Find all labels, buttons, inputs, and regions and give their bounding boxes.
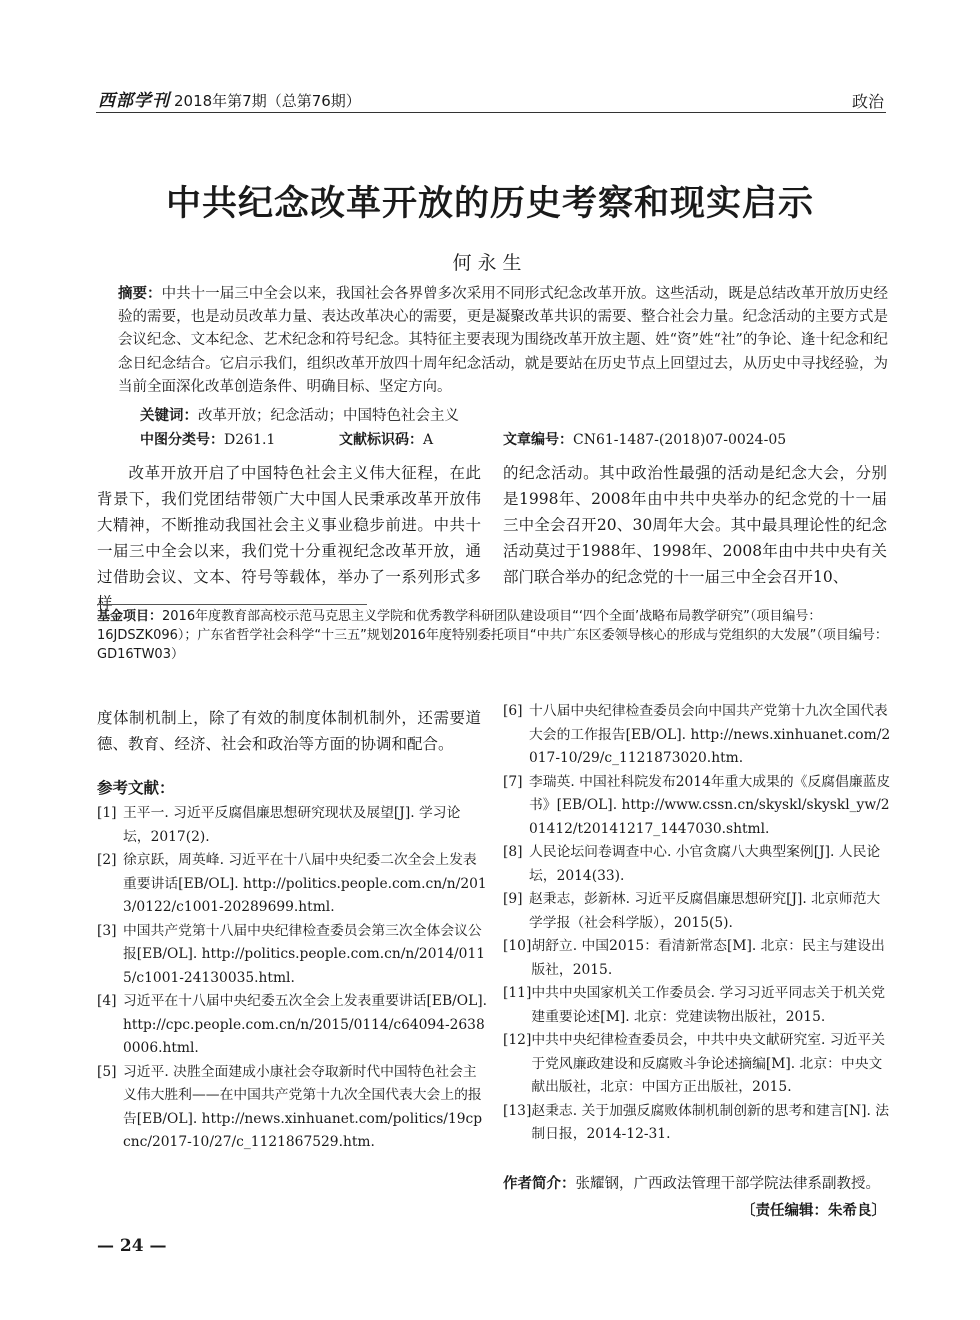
author-bio: [503, 1172, 895, 1193]
body-column-right: 的纪念活动。其中政治性最强的活动是纪念大会，分别是1998年、2008年由中共中央举办的纪念党的十一届三中全会召开20、30周年大会。其中最具理论性的纪念活动莫过于1988年、1998年、2008年由中共中央有关部门联合举办的纪念党的十一届三中全会召开10、: [503, 464, 887, 586]
reference-text: 习近平. 决胜全面建成小康社会夺取新时代中国特色社会主义伟大胜利——在中国共产党第十九次全国代表大会上的报告[EB/OL]. http://news.xinhuanet.com/politics/19cpcnc/2017-10/27/c_1121867529.htm.: [123, 1063, 483, 1150]
article-number: [503, 429, 786, 449]
reference-text: 中国共产党第十八届中央纪律检查委员会第三次全体会议公报[EB/OL]. http://politics.people.com.cn/n/2014/0115/c1001-24130035.html.: [123, 922, 486, 986]
keywords: [140, 404, 459, 425]
header-divider: [96, 112, 886, 113]
abstract: [118, 283, 888, 399]
author-name: 何永生: [452, 252, 528, 274]
reference-item: [97, 1061, 487, 1155]
funding-note: [97, 607, 892, 664]
reference-item: [503, 982, 893, 1029]
reference-text: 赵秉志，彭新林. 习近平反腐倡廉思想研究[J]. 北京师范大学学报（社会科学版），2015(5).: [529, 891, 881, 931]
funding-label: 基金项目：: [97, 609, 163, 624]
reference-number: [3]: [97, 922, 117, 939]
reference-number: [12]: [503, 1032, 532, 1048]
reference-number: [9]: [503, 891, 523, 907]
reference-text: 徐京跃，周英峰. 习近平在十八届中央纪委二次全会上发表重要讲话[EB/OL]. http://politics.people.com.cn/n/2013/0122/c1001-20289699.html.: [123, 852, 487, 915]
doc-code-label: 文献标识码：: [339, 432, 423, 448]
reference-number: [10]: [503, 938, 532, 954]
reference-item: [503, 1029, 893, 1100]
reference-item: [97, 849, 487, 920]
abstract-label: 摘要：: [118, 286, 162, 302]
article-no-value: CN61-1487-(2018)07-0024-05: [573, 432, 787, 448]
reference-number: [13]: [503, 1102, 532, 1119]
reference-number: [11]: [503, 985, 532, 1001]
reference-text: 王平一. 习近平反腐倡廉思想研究现状及展望[J]. 学习论坛，2017(2).: [123, 805, 461, 845]
references-right: [503, 700, 893, 1147]
reference-item: [503, 700, 893, 771]
author-bio-text: 张耀钢，广西政法管理干部学院法律系副教授。: [575, 1176, 880, 1192]
article-no-label: 文章编号：: [503, 432, 573, 448]
reference-text: 十八届中央纪律检查委员会向中国共产党第十九次全国代表大会的工作报告[EB/OL]. http://news.xinhuanet.com/2017-10/29/c_1121873020.htm.: [529, 703, 891, 766]
reference-text: 中共中央国家机关工作委员会. 学习习近平同志关于机关党建重要论述[M]. 北京：党建读物出版社，2015.: [531, 985, 886, 1025]
reference-number: [5]: [97, 1063, 117, 1080]
reference-item: [97, 920, 487, 991]
clc-label: 中图分类号：: [140, 432, 224, 448]
reference-text: 胡舒立. 中国2015：看清新常态[M]. 北京：民主与建设出版社，2015.: [531, 938, 885, 978]
issue-info: 2018年第7期（总第76期）: [174, 92, 361, 110]
journal-logo: 西部学刊: [98, 91, 170, 111]
clc-code: [140, 429, 275, 449]
reference-text: 习近平在十八届中央纪委五次全会上发表重要讲话[EB/OL]. http://cpc.people.com.cn/n/2015/0114/c64094-26380006.html.: [123, 993, 488, 1056]
reference-text: 李瑞英. 中国社科院发布2014年重大成果的《反腐倡廉蓝皮书》[EB/OL]. http://www.cssn.cn/skyskl/skyskl_yw/201412/t20141217_1447030.shtml.: [529, 773, 891, 837]
abstract-text: 中共十一届三中全会以来，我国社会各界曾多次采用不同形式纪念改革开放。这些活动，既是总结改革开放历史经验的需要，也是动员改革力量、表达改革决心的需要，更是凝聚改革共识的需要、整合社会力量。纪念活动的主要方式是会议纪念、文本纪念、艺术纪念和符号纪念。其特征主要表现为围绕改革开放主题、姓“资”姓“社”的争论、逢十纪念和纪念日纪念结合。它启示我们，组织改革开放四十周年纪念活动，就是要站在历史节点上回望过去，从历史中寻找经验，为当前全面深化改革创造条件、明确目标、坚定方向。: [118, 286, 889, 395]
reference-item: [503, 888, 893, 935]
reference-number: [4]: [97, 993, 117, 1009]
document-code: [339, 429, 433, 449]
author-bio-label: 作者简介：: [503, 1176, 576, 1192]
responsible-editor: 〔责任编辑：朱希良〕: [741, 1203, 886, 1219]
reference-number: [8]: [503, 844, 523, 860]
body-column-left: [97, 460, 481, 616]
references-heading: 参考文献：: [97, 779, 175, 797]
reference-number: [2]: [97, 852, 117, 868]
references-left: [97, 802, 487, 1155]
funding-text: 2016年度教育部高校示范马克思主义学院和优秀教学科研团队建设项目“‘四个全面’战略布局教学研究”（项目编号：16JDSZK096）；广东省哲学社会科学“十三五”规划2016年度特别委托项目“中共广东区委领导核心的形成与党组织的大发展”（项目编号：GD16TW03）: [97, 609, 888, 662]
clc-value: D261.1: [224, 432, 276, 448]
article-title: 中共纪念改革开放的历史考察和现实启示: [165, 183, 814, 224]
reference-item: [97, 802, 487, 849]
reference-item: [503, 771, 893, 842]
page-number: — 24 —: [97, 1236, 167, 1256]
reference-number: [1]: [97, 805, 117, 821]
reference-number: [6]: [503, 703, 523, 719]
running-header: [98, 86, 361, 111]
reference-item: [503, 841, 893, 888]
section-label: 政治: [851, 92, 884, 111]
doc-code-value: A: [423, 432, 434, 448]
reference-item: [97, 990, 487, 1061]
keywords-text: 改革开放；纪念活动；中国特色社会主义: [198, 408, 459, 424]
reference-text: 赵秉志. 关于加强反腐败体制机制创新的思考和建言[N]. 法制日报，2014-12-31.: [531, 1102, 890, 1142]
reference-number: [7]: [503, 773, 523, 790]
footnote-divider: [97, 604, 367, 605]
reference-text: 中共中央纪律检查委员会，中共中央文献研究室. 习近平关于党风廉政建设和反腐败斗争论述摘编[M]. 北京：中央文献出版社，北京：中国方正出版社，2015.: [531, 1032, 886, 1095]
keywords-label: 关键词：: [140, 408, 198, 424]
reference-item: [503, 935, 893, 982]
body-paragraph: 改革开放开启了中国特色社会主义伟大征程，在此背景下，我们党团结带领广大中国人民秉承改革开放伟大精神，不断推动我国社会主义事业稳步前进。中共十一届三中全会以来，我们党十分重视纪念改革开放，通过借助会议、文本、符号等载体，举办了一系列形式多样: [97, 464, 481, 612]
reference-text: 人民论坛问卷调查中心. 小官贪腐八大典型案例[J]. 人民论坛，2014(33).: [529, 844, 881, 884]
body-continuation: 度体制机制上，除了有效的制度体制机制外，还需要道德、教育、经济、社会和政治等方面的协调和配合。: [97, 709, 481, 753]
reference-item: [503, 1100, 893, 1147]
